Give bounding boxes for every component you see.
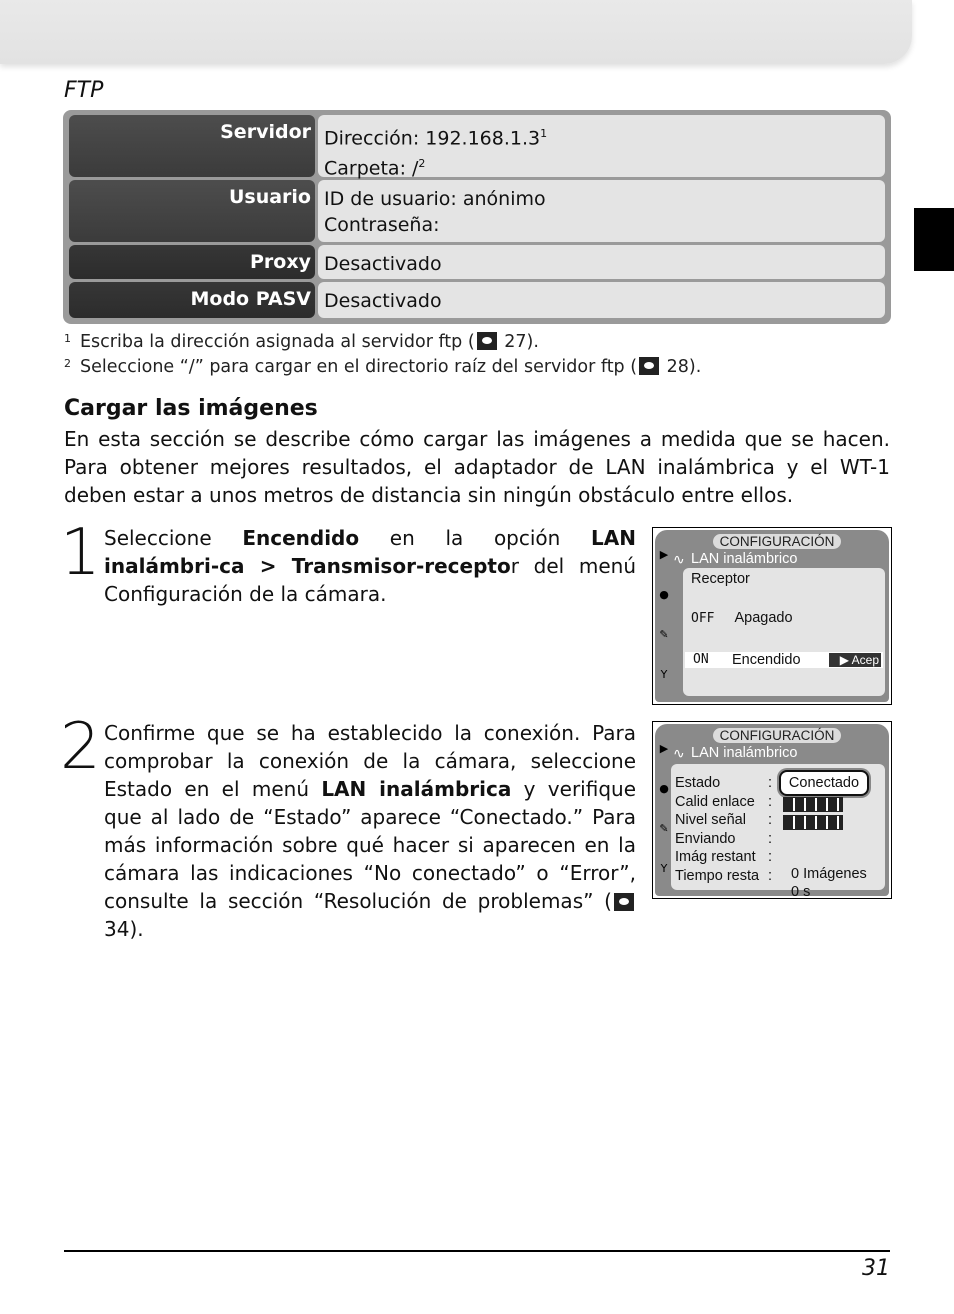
table-row bbox=[69, 115, 885, 180]
table-row bbox=[69, 282, 885, 318]
menu-tab-icons bbox=[657, 742, 671, 902]
menu-header: CONFIGURACIÓN bbox=[713, 728, 841, 743]
table-row bbox=[69, 245, 885, 279]
menu-header: CONFIGURACIÓN bbox=[713, 534, 841, 549]
playback-icon: ▶ bbox=[659, 742, 669, 755]
row-label: Proxy bbox=[69, 245, 315, 279]
ftp-title: FTP bbox=[64, 78, 104, 103]
page-number: 31 bbox=[862, 1256, 890, 1281]
row-value: ID de usuario: anónimo Contraseña: bbox=[318, 180, 885, 242]
footnotes bbox=[64, 330, 701, 380]
footnote: 2 Seleccione “/” para cargar en el directorio raíz del servidor ftp ( 28). bbox=[64, 357, 702, 377]
row-label: Usuario bbox=[69, 180, 315, 242]
wrench-icon: Y bbox=[660, 862, 668, 875]
option-on-selected[interactable]: ON Encendido ▶ Acep bbox=[685, 652, 883, 668]
step-number: 2 bbox=[60, 710, 101, 784]
section-intro: En esta sección se describe cómo cargar las imágenes a medida que se hacen. Para obtener mejores resultados, el adaptador de LAN inalámbrica y el WT-1 deben estar a unos metros de distancia sin ningún obstáculo entre ellos. bbox=[64, 427, 890, 507]
status-labels: Estado Calid enlace Nivel señal Enviando Imág restant Tiempo resta bbox=[675, 775, 760, 884]
pencil-icon: ✎ bbox=[659, 822, 669, 835]
row-value: Desactivado bbox=[318, 245, 885, 279]
time-remaining-value: 0 s bbox=[791, 884, 811, 900]
row-value: Dirección: 192.168.1.3$^1$ Carpeta: /$^2$ bbox=[318, 115, 885, 177]
link-quality-bars bbox=[783, 796, 843, 812]
wrench-icon: Y bbox=[660, 668, 668, 681]
chapter-tab bbox=[914, 208, 954, 271]
reference-icon bbox=[614, 893, 634, 911]
signal-level-bars bbox=[783, 814, 843, 830]
footnote: 1 Escriba la dirección asignada al servidor ftp ( 27). bbox=[64, 332, 539, 352]
option-box bbox=[683, 568, 885, 696]
section-title: Cargar las imágenes bbox=[64, 396, 318, 421]
status-box: Estado Calid enlace Nivel señal Enviando Imág restant Tiempo resta : : : : : : Conectado 0 Imágenes 0 s bbox=[671, 764, 885, 890]
option-off[interactable]: OFF Apagado bbox=[691, 610, 793, 626]
row-value: Desactivado bbox=[318, 282, 885, 318]
pencil-icon: ✎ bbox=[659, 628, 669, 641]
wireless-icon: ∿ bbox=[673, 552, 685, 568]
table-row bbox=[69, 180, 885, 242]
camera-icon: ● bbox=[659, 782, 669, 795]
wireless-icon: ∿ bbox=[673, 746, 685, 762]
menu-subtitle: LAN inalámbrico bbox=[691, 745, 798, 761]
ftp-settings-table bbox=[63, 110, 891, 324]
reference-icon bbox=[639, 357, 659, 375]
ok-button[interactable]: ▶ Acep bbox=[829, 653, 881, 667]
reference-icon bbox=[477, 332, 497, 350]
camera-screen-estado bbox=[652, 721, 892, 899]
status-value-connected: Conectado bbox=[779, 770, 869, 796]
header-band bbox=[0, 0, 912, 64]
footer-rule bbox=[64, 1250, 890, 1252]
row-label: Modo PASV bbox=[69, 282, 315, 318]
playback-icon: ▶ bbox=[659, 548, 669, 561]
step-1-text: Seleccione Encendido en la opción LAN inalámbri-ca > Transmisor-receptor del menú Configuración de la cámara. bbox=[104, 526, 636, 606]
menu-tab-icons bbox=[657, 548, 671, 708]
step-2-text: Confirme que se ha establecido la conexión. Para comprobar la conexión de la cámara, seleccione Estado en el menú LAN inalámbrica y verifique que al lado de “Estado” aparece “Conectado.” Para más información sobre qué hacer si aparecen en la cámara las indicaciones “No conectado” o “Error”, consulte la sección “Resolución de problemas” ( 34). bbox=[104, 721, 637, 941]
camera-screen-receptor bbox=[652, 527, 892, 705]
row-label: Servidor bbox=[69, 115, 315, 177]
option-title: Receptor bbox=[691, 571, 750, 587]
step-number: 1 bbox=[60, 516, 101, 590]
images-remaining-value: 0 Imágenes bbox=[791, 866, 867, 882]
camera-icon: ● bbox=[659, 588, 669, 601]
menu-subtitle: LAN inalámbrico bbox=[691, 551, 798, 567]
